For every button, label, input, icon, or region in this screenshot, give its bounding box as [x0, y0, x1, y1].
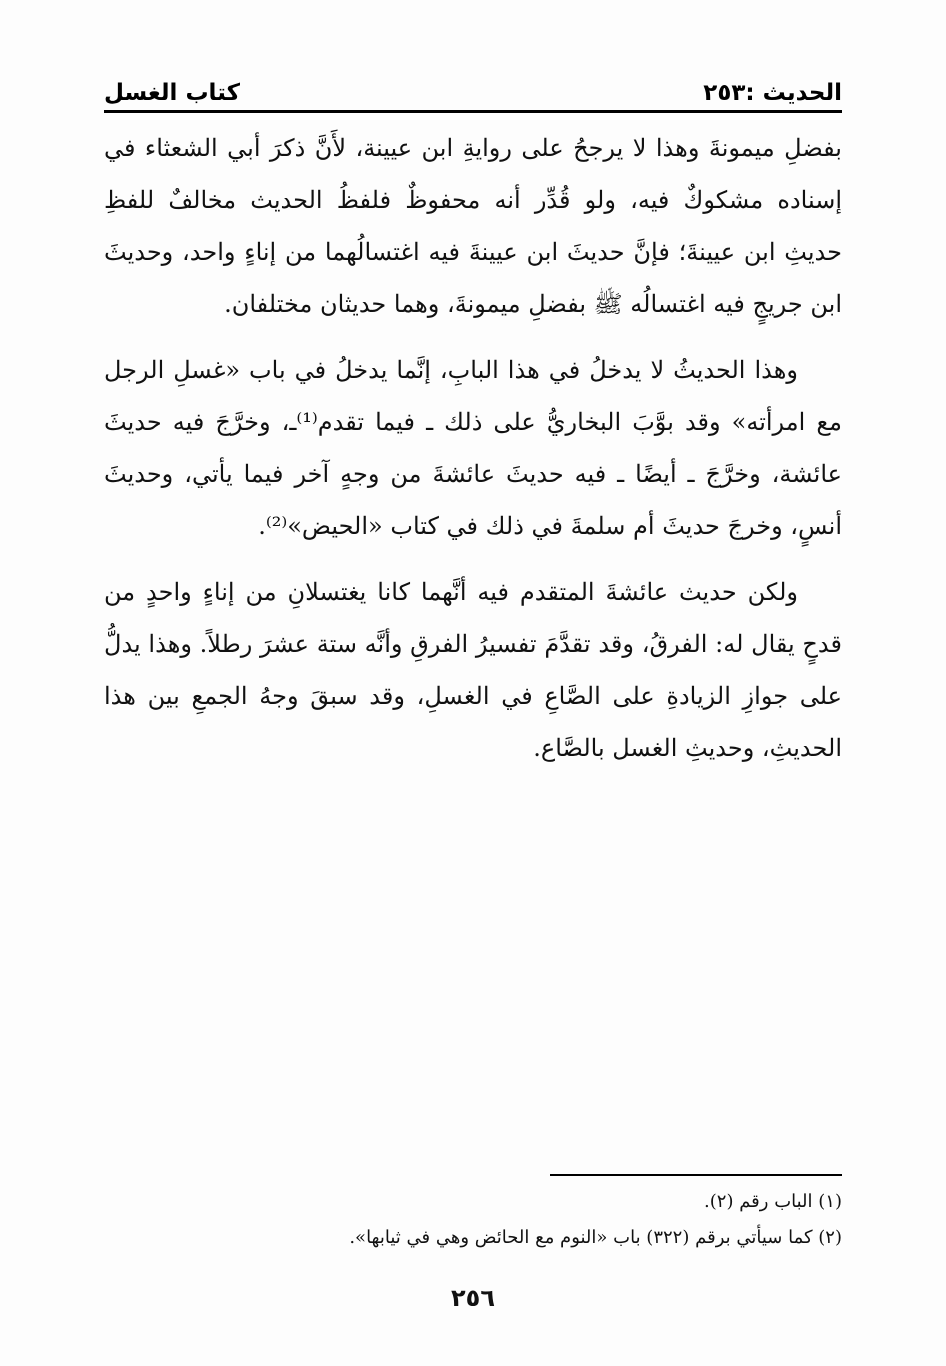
chapter-title: كتاب الغسل	[104, 80, 240, 106]
paragraph: بفضلِ ميمونةَ وهذا لا يرجحُ على روايةِ ابن عيينة، لأَنَّ ذكرَ أبي الشعثاء في إسناده مشكوكٌ فيه، ولو قُدِّر أنه محفوظٌ فلفظُ الحديث مخالفٌ للفظِ حديثِ ابن عيينةَ؛ فإنَّ حديثَ ابن عيينةَ فيه اغتسالُهما من إناءٍ واحد، وحديثَ ابن جريجٍ فيه اغتسالُه ﷺ بفضلِ ميمونةَ، وهما حديثان مختلفان.	[104, 134, 842, 318]
paragraph: ولكن حديث عائشةَ المتقدم فيه أنَّهما كانا يغتسلانِ من إناءٍ واحدٍ من قدحٍ يقال له: الفرقُ، وقد تقدَّمَ تفسيرُ الفرقِ وأنَّه ستة عشرَ رطلاً. وهذا يدلُّ على جوازِ الزيادةِ على الصَّاعِ في الغسلِ، وقد سبقَ وجهُ الجمعِ بين هذا الحديثِ، وحديثِ الغسل بالصَّاع.	[104, 578, 842, 762]
footnote-item: (١) الباب رقم (٢).	[704, 1191, 842, 1212]
running-header	[104, 66, 842, 106]
footnote-item: (٢) كما سيأتي برقم (٣٢٢) باب «النوم مع الحائض وهي في ثيابها».	[349, 1227, 842, 1248]
hadith-number-label: الحديث :٢٥٣	[703, 80, 842, 106]
main-text	[104, 122, 842, 788]
page-number: ٢٥٦	[451, 1284, 495, 1312]
footnotes	[104, 1184, 842, 1256]
footnote-rule	[550, 1174, 842, 1176]
paragraph: وهذا الحديثُ لا يدخلُ في هذا البابِ، إنَّما يدخلُ في باب «غسلِ الرجل مع امرأته» وقد بوَّبَ البخاريُّ على ذلك ـ فيما تقدم⁽¹⁾ـ، وخرَّجَ فيه حديثَ عائشة، وخرَّجَ ـ أيضًا ـ فيه حديثَ عائشةَ من وجهٍ آخر فيما يأتي، وحديثَ أنسٍ، وخرجَ حديثَ أم سلمةَ في ذلك في كتاب «الحيض»⁽²⁾.	[104, 356, 842, 540]
header-rule	[104, 110, 842, 113]
